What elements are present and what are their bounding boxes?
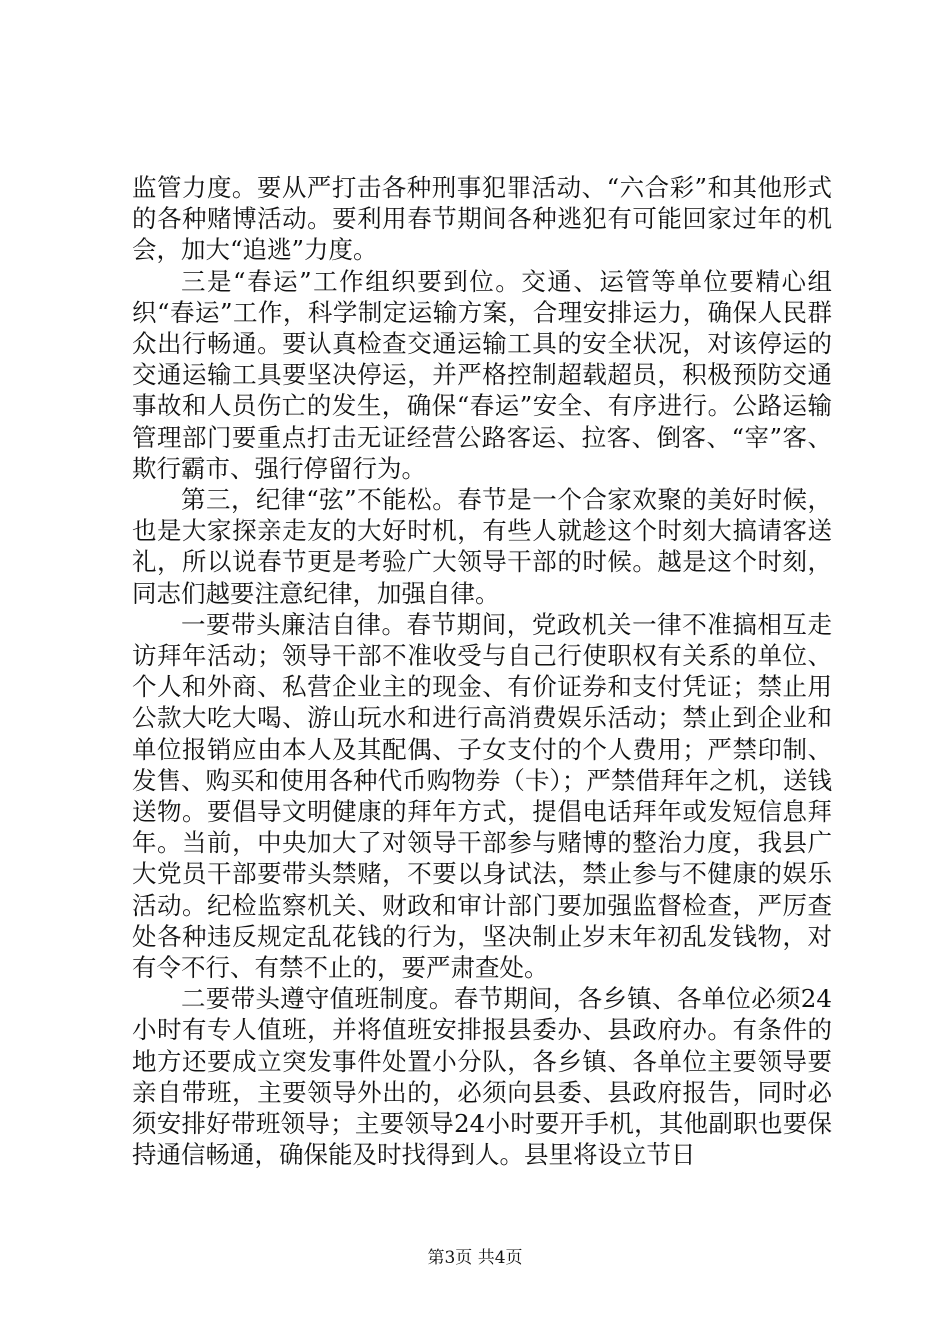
page-number: 第3页 共4页 — [427, 1248, 523, 1268]
paragraph-3: 第三，纪律“弦”不能松。春节是一个合家欢聚的美好时候，也是大家探亲走友的大好时机，有些人就趁这个时刻大搞请客送礼，所以说春节更是考验广大领导干部的时候。越是这个时刻，同志们越要注意纪律，加强自律。 — [132, 485, 832, 608]
paragraph-1: 监管力度。要从严打击各种刑事犯罪活动、“六合彩”和其他形式的各种赌博活动。要利用春节期间各种逃犯有可能回家过年的机会，加大“追逃”力度。 — [132, 173, 832, 265]
document-body — [132, 172, 832, 1171]
paragraph-5: 二要带头遵守值班制度。春节期间，各乡镇、各单位必须24小时有专人值班，并将值班安排报县委办、县政府办。有条件的地方还要成立突发事件处置小分队，各乡镇、各单位主要领导要亲自带班，主要领导外出的，必须向县委、县政府报告，同时必须安排好带班领导；主要领导24小时要开手机，其他副职也要保持通信畅通，确保能及时找得到人。县里将设立节日 — [132, 984, 832, 1170]
paragraph-4: 一要带头廉洁自律。春节期间，党政机关一律不准搞相互走访拜年活动；领导干部不准收受与自己行使职权有关系的单位、个人和外商、私营企业主的现金、有价证券和支付凭证；禁止用公款大吃大喝、游山玩水和进行高消费娱乐活动；禁止到企业和单位报销应由本人及其配偶、子女支付的个人费用；严禁印制、发售、购买和使用各种代币购物券（卡）；严禁借拜年之机，送钱送物。要倡导文明健康的拜年方式，提倡电话拜年或发短信息拜年。当前，中央加大了对领导干部参与赌博的整治力度，我县广大党员干部要带头禁赌，不要以身试法，禁止参与不健康的娱乐活动。纪检监察机关、财政和审计部门要加强监督检查，严厉查处各种违反规定乱花钱的行为，坚决制止岁末年初乱发钱物，对有令不行、有禁不止的，要严肃查处。 — [132, 609, 832, 983]
page-footer — [0, 1247, 950, 1269]
paragraph-2: 三是“春运”工作组织要到位。交通、运管等单位要精心组织“春运”工作，科学制定运输方案，合理安排运力，确保人民群众出行畅通。要认真检查交通运输工具的安全状况，对该停运的交通运输工具要坚决停运，并严格控制超载超员，积极预防交通事故和人员伤亡的发生，确保“春运”安全、有序进行。公路运输管理部门要重点打击无证经营公路客运、拉客、倒客、“宰”客、欺行霸市、强行停留行为。 — [132, 266, 832, 483]
